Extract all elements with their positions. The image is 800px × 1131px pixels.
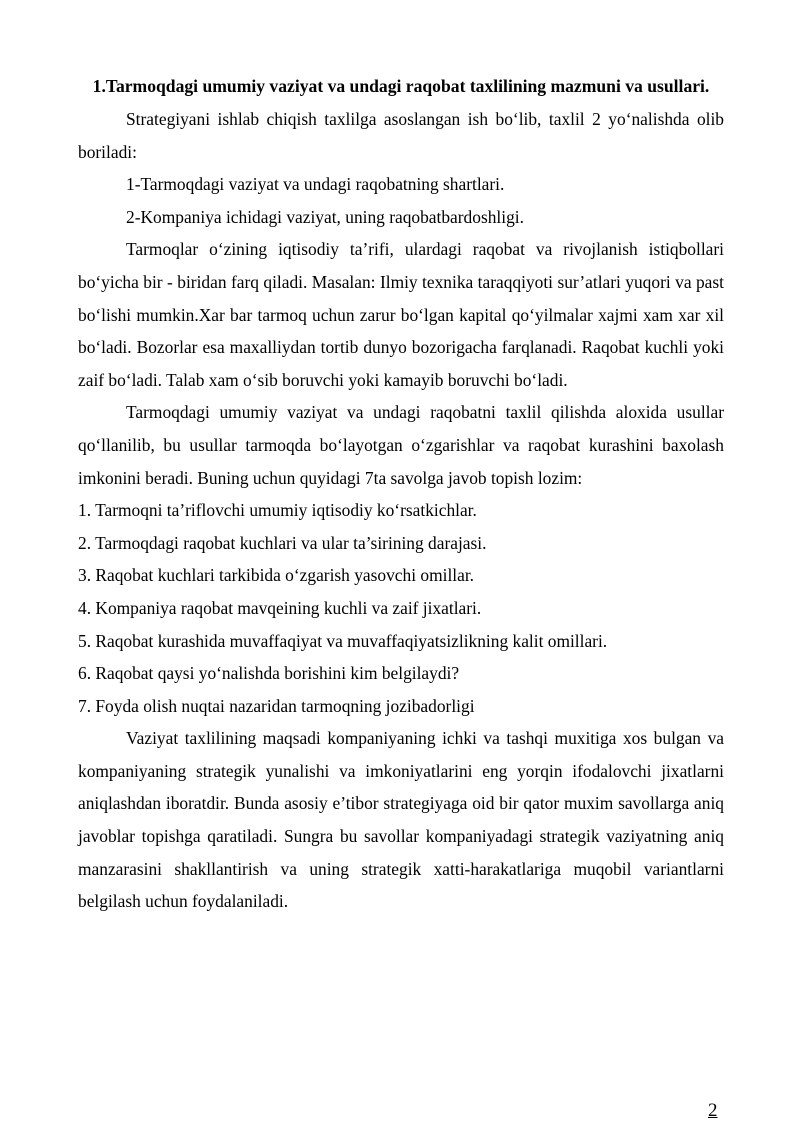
paragraph-situation-analysis: Vaziyat taxlilining maqsadi kompaniyaning ichki va tashqi muxitiga xos bulgan va kompaniyaning strategik yunalishi va imkoniyatlarini eng yorqin ifodalovchi jixatlarni aniqlashdan iboratdir. Bunda asosiy e’tibor strategiyaga oid bir qator muxim savollarga aniq javoblar topishga qaratiladi. Sungra bu savollar kompaniyadagi strategik vaziyatning aniq manzarasini shakllantirish va uning strategik xatti-harakatlariga muqobil variantlarni belgilash uchun foydalaniladi. xyxy=(78,728,724,912)
intro-paragraph: Strategiyani ishlab chiqish taxlilga asoslangan ish bo‘lib, taxlil 2 yo‘nalishda olib boriladi: xyxy=(78,109,724,162)
question-item-1: 1. Tarmoqni ta’riflovchi umumiy iqtisodiy ko‘rsatkichlar. xyxy=(78,500,477,521)
question-item-2: 2. Tarmoqdagi raqobat kuchlari va ular ta’sirining darajasi. xyxy=(78,532,487,553)
direction-item-1: 1-Tarmoqdagi vaziyat va undagi raqobatning shartlari. xyxy=(126,174,505,195)
page-number: 2 xyxy=(708,1100,718,1121)
paragraph-industry-differences: Tarmoqlar o‘zining iqtisodiy ta’rifi, ulardagi raqobat va rivojlanish istiqbollari bo‘yicha bir - biridan farq qiladi. Masalan: Ilmiy texnika taraqqiyoti sur’atlari yuqori va past bo‘lishi mumkin.Xar bar tarmoq uchun zarur bo‘lgan kapital qo‘yilmalar xajmi xam xar xil bo‘ladi. Bozorlar esa maxalliydan tortib dunyo bozorigacha farqlanadi. Raqobat kuchli yoki zaif bo‘ladi. Talab xam o‘sib boruvchi yoki kamayib boruvchi bo‘ladi. xyxy=(78,239,724,390)
question-item-3: 3. Raqobat kuchlari tarkibida o‘zgarish yasovchi omillar. xyxy=(78,565,475,586)
question-item-4: 4. Kompaniya raqobat mavqeining kuchli va zaif jixatlari. xyxy=(78,597,482,618)
questions-list xyxy=(78,494,724,722)
direction-item-2: 2-Kompaniya ichidagi vaziyat, uning raqobatbardoshligi. xyxy=(126,206,524,227)
section-heading: 1.Tarmoqdagi umumiy vaziyat va undagi raqobat taxlilining mazmuni va usullari. xyxy=(92,76,710,96)
question-item-5: 5. Raqobat kurashida muvaffaqiyat va muvaffaqiyatsizlikning kalit omillari. xyxy=(78,630,608,651)
document-page xyxy=(78,70,724,918)
question-item-6: 6. Raqobat qaysi yo‘nalishda borishini kim belgilaydi? xyxy=(78,663,460,684)
question-item-7: 7. Foyda olish nuqtai nazaridan tarmoqning jozibadorligi xyxy=(78,695,475,716)
paragraph-analysis-methods: Tarmoqdagi umumiy vaziyat va undagi raqobatni taxlil qilishda aloxida usullar qo‘llanilib, bu usullar tarmoqda bo‘layotgan o‘zgarishlar va raqobat kurashini baxolash imkonini beradi. Buning uchun quyidagi 7ta savolga javob topish lozim: xyxy=(78,402,724,488)
